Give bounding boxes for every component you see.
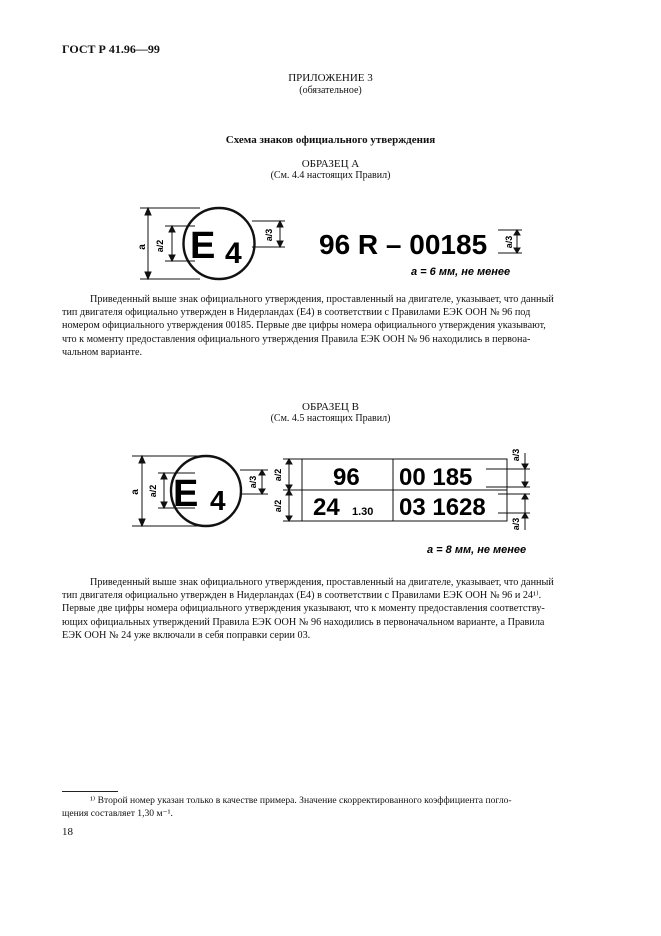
dim-a3-right-top-label: a/3 [511,448,521,462]
dim-a2-table-top-label: a/2 [273,468,283,482]
paragraph-line: что к моменту предоставления официального утверждения Правила ЕЭК ООН № 96 находились в первона- [62,333,531,345]
sample-a-ref: (См. 4.4 настоящих Правил) [270,170,391,181]
paragraph-line: Приведенный выше знак официального утверждения, проставленный на двигателе, указывает, что данный [90,294,554,305]
section-title: Схема знаков официального утверждения [225,134,436,146]
mark-letter-e: E [173,473,199,515]
paragraph-line: Первые две цифры номера официального утверждения указывают, что к моменту предоставления соответству- [62,603,545,615]
footnote-divider [62,791,118,792]
paragraph-line: ЕЭК ООН № 24 уже включали в себя поправки серии 03. [62,629,311,641]
dim-a3-right-bottom-label: a/3 [511,517,521,531]
mark-digit: 4 [225,237,242,270]
paragraph-line: ющих официальных утверждений Правила ЕЭК ООН № 96 находились в первоначальном варианте, а Правила [62,616,545,628]
page-number: 18 [62,826,73,838]
paragraph-line: чальном варианте. [62,346,143,358]
dim-a2-label: a/2 [155,239,165,253]
sample-b-ref: (См. 4.5 настоящих Правил) [270,413,391,424]
sample-a-title: ОБРАЗЕЦ А [301,158,360,170]
paragraph-line: тип двигателя официально утвержден в Нидерландах (E4) в соответствии с Правилами ЕЭК ООН № 96 и 24¹⁾. [62,590,542,602]
dim-a3-circle-label: a/3 [248,475,258,489]
paragraph-line: Приведенный выше знак официального утверждения, проставленный на двигателе, указывает, что данный [90,577,554,588]
dim-a3-number-label: a/3 [504,235,514,249]
cell-top-left: 96 [333,464,360,491]
dim-a2-table-bottom-label: a/2 [273,499,283,513]
sample-a-figure [0,195,661,285]
sample-b-title: ОБРАЗЕЦ В [302,401,359,413]
cell-bottom-left-small: 1.30 [352,506,374,518]
sample-b-figure [0,440,661,565]
size-note-b: a = 8 мм, не менее [427,544,527,556]
cell-top-right: 00 185 [399,464,473,491]
footnote-line: щения составляет 1,30 м⁻¹. [62,807,173,819]
document-header: ГОСТ Р 41.96—99 [62,42,160,56]
sample-b-paragraph [62,576,599,642]
footnote [62,795,599,820]
cell-bottom-right: 03 1628 [399,494,486,521]
mark-digit: 4 [210,485,226,516]
mark-letter-e: E [190,225,216,267]
paragraph-line: тип двигателя официально утвержден в Нидерландах (E4) в соответствии с Правилами ЕЭК ООН № 96 под [62,307,531,319]
dim-a2-label: a/2 [148,484,158,498]
dim-a-label: a [137,244,148,250]
cell-bottom-left: 24 [313,494,340,521]
size-note-a: a = 6 мм, не менее [411,266,511,278]
appendix-title: ПРИЛОЖЕНИЕ 3 [288,72,373,84]
approval-number: 96 R – 00185 [319,229,488,260]
sample-a-paragraph [62,293,599,359]
dim-a-label: a [130,489,141,495]
footnote-line: ¹⁾ Второй номер указан только в качестве примера. Значение скорректированного коэффициента погло- [90,795,512,806]
appendix-subtitle: (обязательное) [299,85,362,96]
paragraph-line: номером официального утверждения 00185. Первые две цифры номера официального утверждения указывают, [62,320,546,332]
dim-a3-circle-label: a/3 [264,228,274,242]
